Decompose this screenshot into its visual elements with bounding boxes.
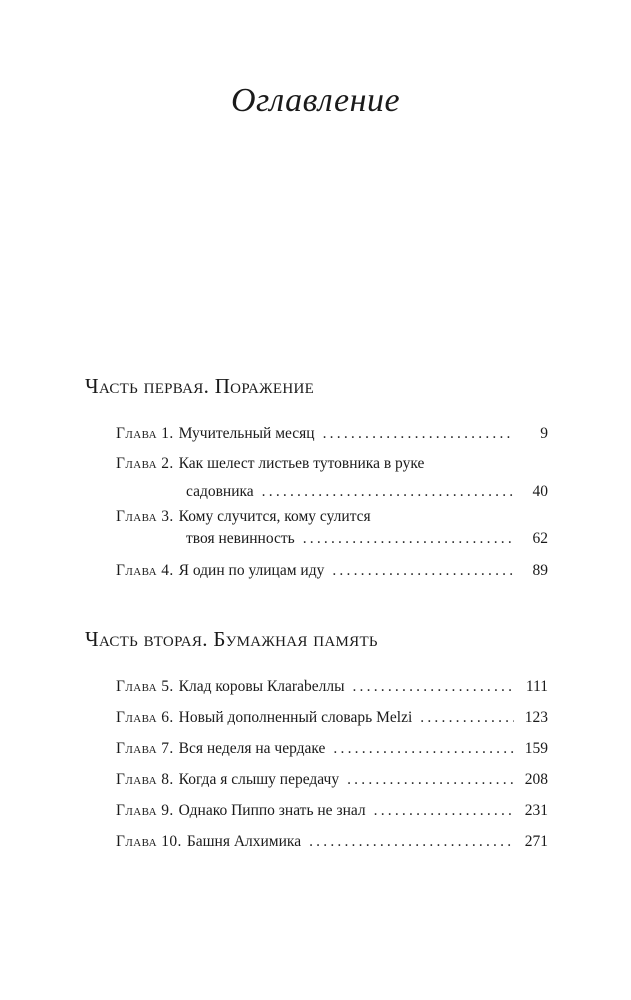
chapter-title-continued: садовника (186, 483, 254, 500)
page-number: 111 (525, 678, 548, 695)
toc-entry[interactable] (116, 769, 548, 791)
page-number: 208 (524, 771, 548, 788)
chapter-title: Я один по улицам иду (178, 562, 325, 579)
toc-entry[interactable] (116, 423, 548, 445)
part-heading (85, 627, 378, 652)
chapter-label: Глава 1. (116, 425, 174, 442)
chapter-title: Новый дополненный словарь Melzi (178, 709, 413, 726)
toc-entry[interactable] (116, 453, 548, 503)
chapter-title: Кому случится, кому сулится (178, 508, 371, 525)
toc-entry[interactable] (116, 707, 548, 729)
part-label: Часть вторая. (85, 627, 208, 651)
part-name: Поражение (214, 374, 315, 398)
dot-leader (303, 528, 514, 550)
toc-entry[interactable] (116, 800, 548, 822)
page-number: 123 (524, 709, 548, 726)
chapter-label: Глава 9. (116, 802, 174, 819)
dot-leader (420, 707, 514, 729)
page-number: 271 (524, 833, 548, 850)
dot-leader (323, 423, 514, 445)
page-number: 62 (532, 530, 548, 547)
part-heading (85, 374, 314, 399)
chapter-label: Глава 6. (116, 709, 174, 726)
page-number: 89 (532, 562, 548, 579)
chapter-title: Башня Алхимика (186, 833, 302, 850)
page-number: 9 (540, 425, 548, 442)
chapter-label: Глава 4. (116, 562, 174, 579)
chapter-title-continued: твоя невинность (186, 530, 295, 547)
chapter-label: Глава 7. (116, 740, 174, 757)
chapter-title: Когда я слышу передачу (178, 771, 340, 788)
chapter-label: Глава 10. (116, 833, 182, 850)
page-title: Оглавление (230, 82, 401, 119)
toc-entry[interactable] (116, 831, 548, 853)
page-number: 231 (524, 802, 548, 819)
part-label: Часть первая. (85, 374, 210, 398)
dot-leader (352, 676, 514, 698)
dot-leader (374, 800, 514, 822)
toc-entry[interactable] (116, 676, 548, 698)
chapter-label: Глава 3. (116, 508, 174, 525)
chapter-label: Глава 8. (116, 771, 174, 788)
chapter-label: Глава 2. (116, 455, 174, 472)
chapter-title: Мучительный месяц (178, 425, 315, 442)
page-number: 159 (524, 740, 548, 757)
part-name: Бумажная память (213, 627, 378, 651)
chapter-title: Как шелест листьев тутовника в руке (178, 455, 425, 472)
dot-leader (309, 831, 514, 853)
dot-leader (332, 560, 514, 582)
toc-entry[interactable] (116, 560, 548, 582)
dot-leader (262, 481, 514, 503)
toc-entry[interactable] (116, 738, 548, 760)
chapter-title: Вся неделя на чердаке (178, 740, 326, 757)
page-number: 40 (532, 483, 548, 500)
chapter-title: Клад коровы Клarabeллы (178, 678, 345, 695)
chapter-label: Глава 5. (116, 678, 174, 695)
dot-leader (347, 769, 514, 791)
dot-leader (333, 738, 514, 760)
chapter-title: Однако Пиппо знать не знал (178, 802, 366, 819)
toc-entry[interactable] (116, 506, 548, 550)
